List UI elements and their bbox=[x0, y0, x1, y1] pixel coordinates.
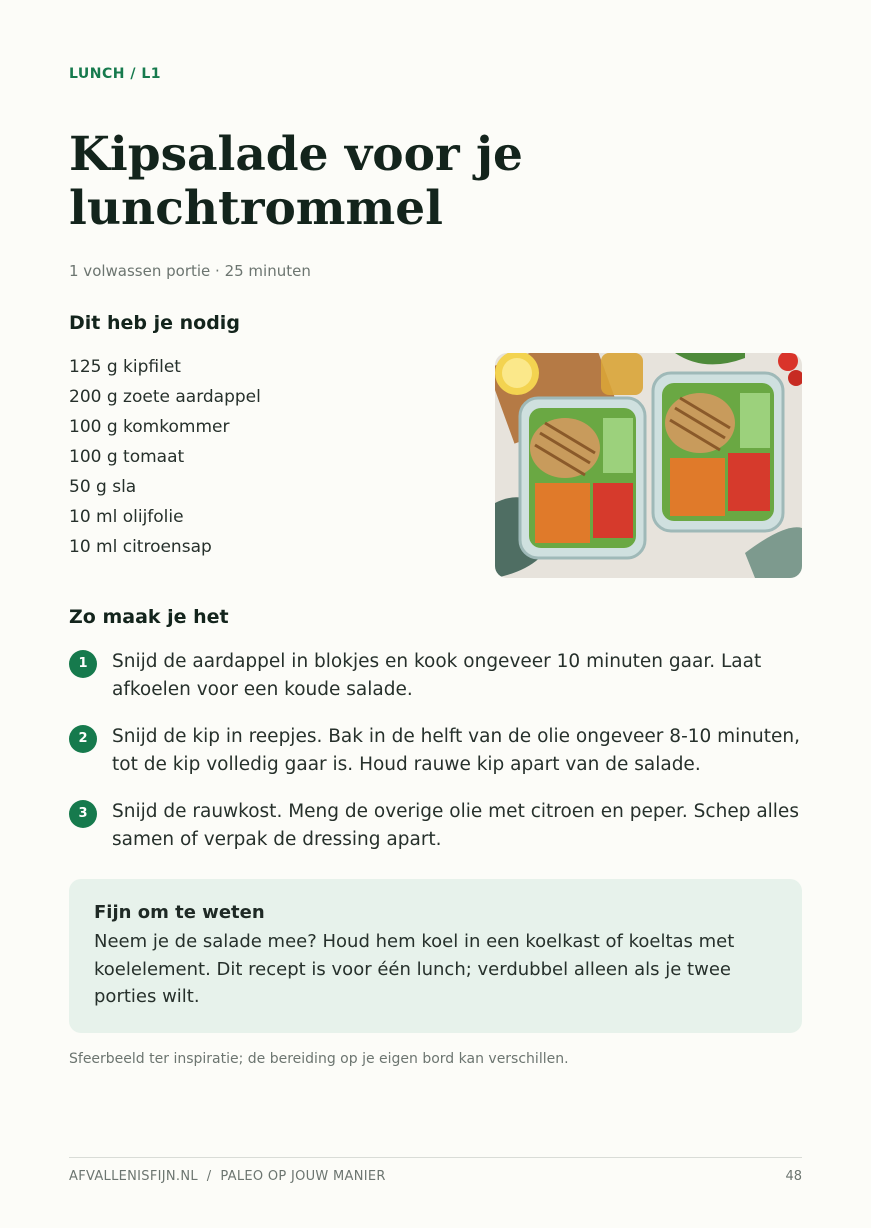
step-number-badge: 2 bbox=[69, 725, 97, 753]
step-item bbox=[69, 648, 802, 704]
ingredient-item: 125 g kipfilet bbox=[69, 357, 181, 377]
step-number-badge: 1 bbox=[69, 650, 97, 678]
page-number: 48 bbox=[785, 1169, 802, 1184]
ingredient-item: 100 g tomaat bbox=[69, 447, 185, 467]
method-steps bbox=[69, 648, 802, 873]
ingredients-heading: Dit heb je nodig bbox=[69, 312, 240, 334]
step-number-badge: 3 bbox=[69, 800, 97, 828]
footer-divider bbox=[69, 1157, 802, 1158]
step-item bbox=[69, 798, 802, 854]
footer-site: AFVALLENISFIJN.NL / PALEO OP JOUW MANIER bbox=[69, 1169, 386, 1184]
tip-text: Neem je de salade mee? Houd hem koel in een koelkast of koeltas met koelelement. Dit recept is voor één lunch; verdubbel alleen als je twee porties wilt. bbox=[94, 931, 735, 1007]
recipe-title: Kipsalade voor je lunchtrommel bbox=[69, 127, 523, 236]
ingredient-item: 10 ml citroensap bbox=[69, 537, 212, 557]
step-text: Snijd de aardappel in blokjes en kook ongeveer 10 minuten gaar. Laat afkoelen voor een koude salade. bbox=[112, 651, 762, 700]
photo-caption: Sfeerbeeld ter inspiratie; de bereiding op je eigen bord kan verschillen. bbox=[69, 1051, 569, 1067]
recipe-meta: 1 volwassen portie · 25 minuten bbox=[69, 262, 311, 280]
ingredient-item: 200 g zoete aardappel bbox=[69, 387, 261, 407]
tip-title: Fijn om te weten bbox=[94, 902, 265, 923]
section-label: LUNCH / L1 bbox=[69, 66, 162, 82]
ingredient-item: 10 ml olijfolie bbox=[69, 507, 184, 527]
ingredients-list bbox=[69, 352, 261, 562]
step-text: Snijd de rauwkost. Meng de overige olie met citroen en peper. Schep alles samen of verpak de dressing apart. bbox=[112, 801, 799, 850]
recipe-photo bbox=[495, 353, 802, 578]
ingredient-item: 50 g sla bbox=[69, 477, 137, 497]
tip-box bbox=[69, 879, 802, 1033]
meal-prep-illustration bbox=[495, 353, 802, 578]
method-heading: Zo maak je het bbox=[69, 606, 229, 628]
ingredient-item: 100 g komkommer bbox=[69, 417, 230, 437]
step-text: Snijd de kip in reepjes. Bak in de helft van de olie ongeveer 8-10 minuten, tot de kip volledig gaar is. Houd rauwe kip apart van de salade. bbox=[112, 726, 801, 775]
step-item bbox=[69, 723, 802, 779]
